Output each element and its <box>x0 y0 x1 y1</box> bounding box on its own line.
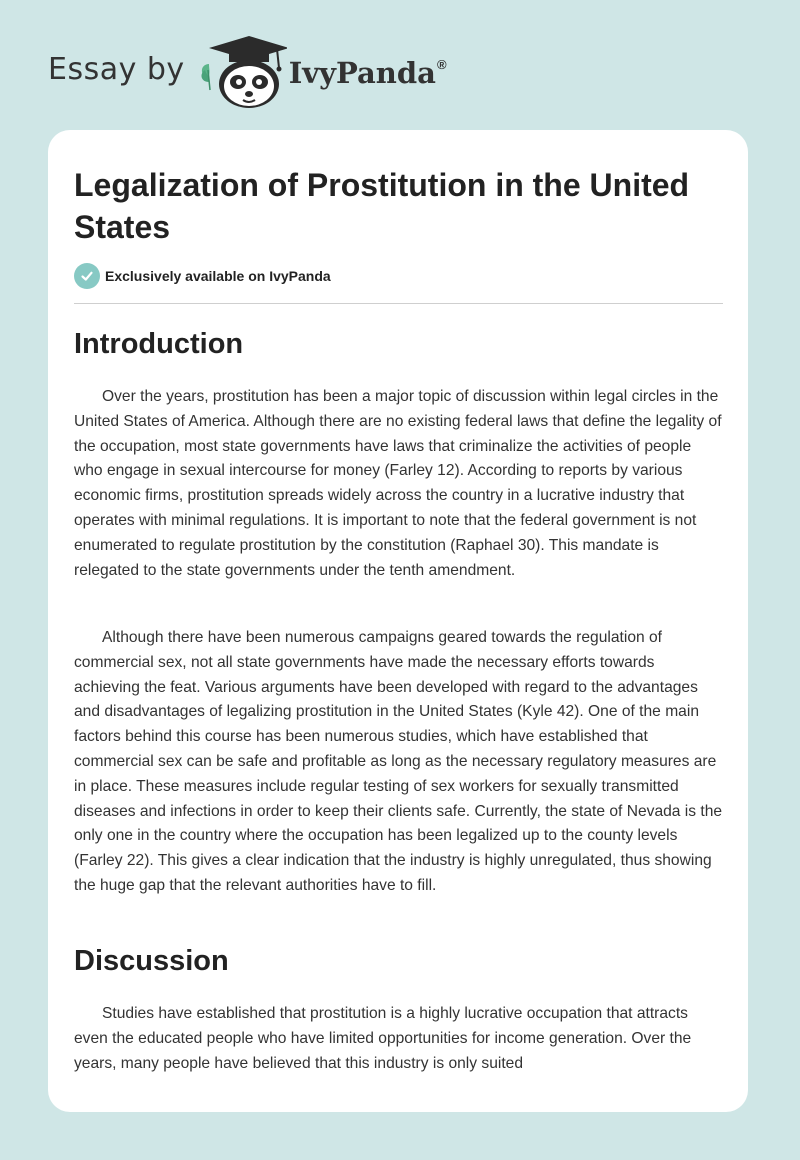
section-heading-introduction: Introduction <box>74 328 244 360</box>
paragraph: Over the years, prostitution has been a major topic of discussion within legal circles in the United States of America. Although there are no existing federal laws that define the legality of the occupation, most state governments have laws that criminalize the activities of people who engage in sexual intercourse for money (Farley 12). According to reports by various economic firms, prostitution spreads widely across the country in a lucrative industry that operates with minimal regulations. It is important to note that the federal government is not enumerated to regulate prostitution by the constitution (Raphael 30). This mandate is relegated to the state governments under the tenth amendment. <box>74 388 722 579</box>
paragraph: Studies have established that prostitution is a highly lucrative occupation that attracts even the educated people who have limited opportunities for income generation. Over the years, many people have believed that this industry is only suited <box>74 1005 692 1072</box>
exclusive-badge-label: Exclusively available on IvyPanda <box>105 268 331 284</box>
panda-logo-icon[interactable] <box>197 34 287 110</box>
registered-mark: ® <box>436 57 447 72</box>
essay-card <box>48 130 748 1112</box>
section-heading-discussion: Discussion <box>74 945 229 977</box>
essay-by-label: Essay by <box>48 51 185 87</box>
paragraph: Although there have been numerous campaigns geared towards the regulation of commercial sex, not all state governments have made the necessary efforts towards achieving the feat. Various arguments have been developed with regard to the advantages and disadvantages of legalizing prostitution in the United States (Kyle 42). One of the main factors behind this course has been numerous studies, which have established that commercial sex can be safe and profitable as long as the necessary regulatory measures are in place. These measures include regular testing of sex workers for sexually transmitted diseases and infections in order to keep their clients safe. Currently, the state of Nevada is the only one in the country where the occupation has been legalized up to the county levels (Farley 22). This gives a clear indication that the industry is highly unregulated, thus showing the huge gap that the relevant authorities have to fill. <box>74 629 723 894</box>
check-icon <box>74 263 100 289</box>
exclusive-badge <box>74 263 331 289</box>
essay-title: Legalization of Prostitution in the United States <box>74 167 690 245</box>
site-header <box>48 34 548 110</box>
divider <box>74 303 723 304</box>
brand-name[interactable]: IvyPanda® <box>288 56 447 90</box>
